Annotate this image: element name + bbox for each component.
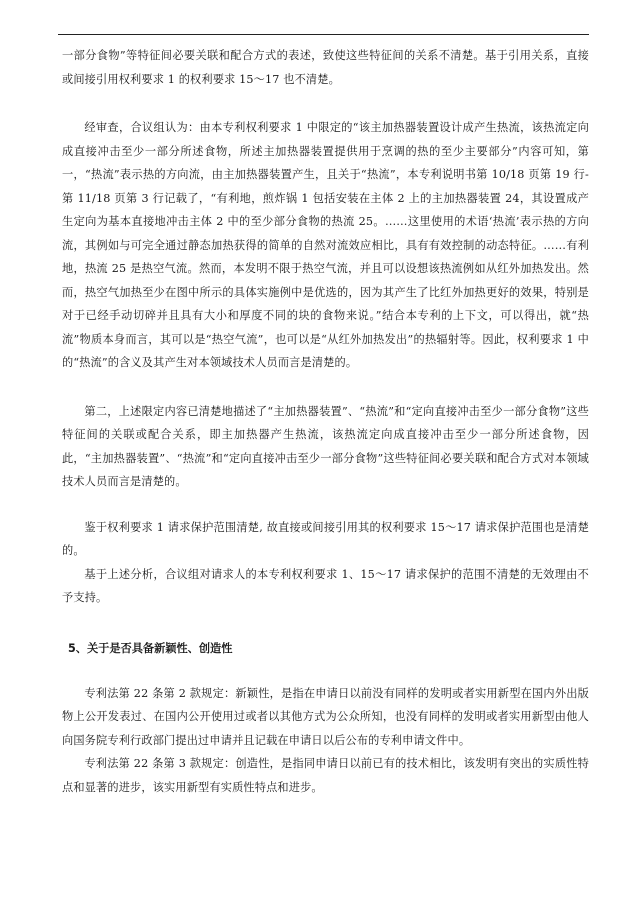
header-rule [58,34,589,35]
paragraph-second-point: 第二，上述限定内容已清楚地描述了“主加热器装置”、“热流”和“定向直接冲击至少一部分食物”这些特征间的关联或配合关系，即主加热器产生热流，该热流定向成直接冲击至少一部分所述食物，因此，“主加热器装置”、“热流”和“定向直接冲击至少一部分食物”这些特征间必要关联和配合方式对本领域技术人员而言是清楚的。 [62,404,589,488]
paragraph-inventiveness-law: 专利法第 22 条第 3 款规定：创造性，是指同申请日以前已有的技术相比，该发明有突出的实质性特点和显著的进步，该实用新型有实质性特点和进步。 [62,757,589,794]
section-heading-novelty: 5、关于是否具备新颖性、创造性 [68,641,233,655]
document-body [62,44,589,799]
paragraph-review-opinion: 经审查，合议组认为：由本专利权利要求 1 中限定的“该主加热器装置设计成产生热流，该热流定向成直接冲击至少一部分所述食物，所述主加热器装置提供用于烹调的热的至少主要部分”内容可知，第一，“热流”表示热的方向流，由主加热器装置产生，且关于“热流”，本专利说明书第 10/18 页第 19 行-第 11/18 页第 3 行记载了，“有利地，煎炸锅 1 包括安装在主体 2 上的主加热器装置 24，其设置成产生定向为基本直接地冲击主体 2 中的至少部分食物的热流 25。……这里使用的术语‘热流’表示热的方向流，其例如与可完全通过静态加热获得的简单的自然对流效应相比，具有有效控制的动态特征。……有利地，热流 25 是热空气流。然而，本发明不限于热空气流，并且可以设想该热流例如从红外加热发出。然而，热空气加热至少在图中所示的具体实施例中是优选的，因为其产生了比红外加热更好的效果，特别是对于已经手动切碎并且具有大小和厚度不同的块的食物来说。”结合本专利的上下文，可以得出，就“热流”物质本身而言，其可以是“热空气流”，也可以是“从红外加热发出”的热辐射等。因此，权利要求 1 中的“热流”的含义及其产生对本领域技术人员而言是清楚的。 [62,121,589,369]
paragraph-continuation: 一部分食物”等特征间必要关联和配合方式的表述，致使这些特征间的关系不清楚。基于引用关系，直接或间接引用权利要求 1 的权利要求 15～17 也不清楚。 [62,49,589,86]
paragraph-novelty-law: 专利法第 22 条第 2 款规定：新颖性，是指在申请日以前没有同样的发明或者实用新型在国内外出版物上公开发表过、在国内公开使用过或者以其他方式为公众所知，也没有同样的发明或者实用新型由他人向国务院专利行政部门提出过申请并且记载在申请日以后公布的专利申请文件中。 [62,686,589,747]
paragraph-dependent-claims: 鉴于权利要求 1 请求保护范围清楚, 故直接或间接引用其的权利要求 15～17 请求保护范围也是清楚的。 [62,520,589,557]
paragraph-conclusion: 基于上述分析，合议组对请求人的本专利权利要求 1、15～17 请求保护的范围不清楚的无效理由不予支持。 [62,567,589,604]
